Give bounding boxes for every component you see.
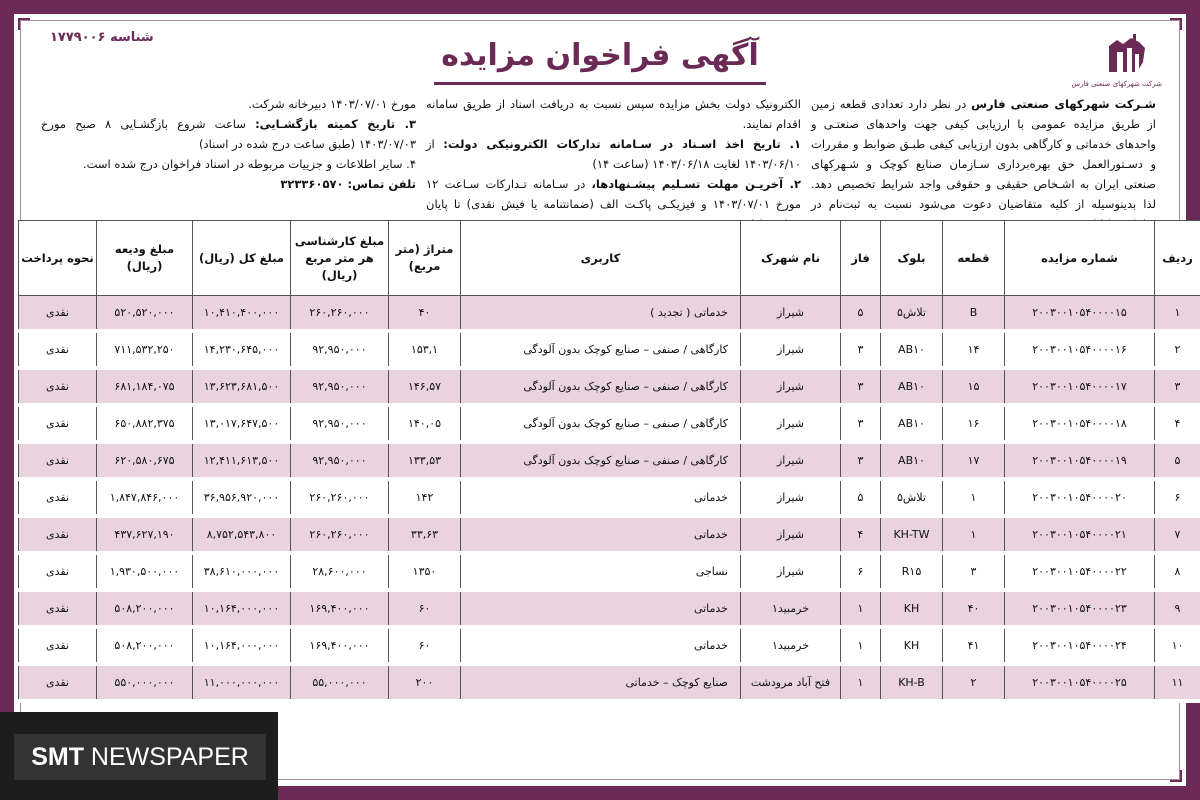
watermark-brand-bold: SMT bbox=[31, 743, 84, 771]
item-4-text: ۴. سایر اطلاعات و جزییات مربوطه در اسناد فراخوان درج شده است. bbox=[82, 157, 416, 171]
cell-deposit: ۶۸۱,۱۸۴,۰۷۵ bbox=[97, 368, 193, 405]
cell-unit-price: ۲۶۰,۲۶۰,۰۰۰ bbox=[291, 296, 389, 332]
cell-auction-no: ۲۰۰۳۰۰۱۰۵۴۰۰۰۰۲۰ bbox=[1005, 479, 1155, 516]
cell-area: ۱۴۰,۰۵ bbox=[389, 405, 461, 442]
cell-unit-price: ۲۶۰,۲۶۰,۰۰۰ bbox=[291, 479, 389, 516]
cell-payment: نقدی bbox=[19, 368, 97, 405]
table-header-row bbox=[19, 221, 1200, 296]
cell-payment: نقدی bbox=[19, 405, 97, 442]
cell-total: ۱۰,۱۶۴,۰۰۰,۰۰۰ bbox=[193, 590, 291, 627]
cell-phase: ۱ bbox=[841, 627, 881, 664]
cell-deposit: ۷۱۱,۵۳۲,۲۵۰ bbox=[97, 331, 193, 368]
table-row bbox=[19, 296, 1200, 332]
cell-usage: کارگاهی / صنفی – صنایع کوچک بدون آلودگی bbox=[461, 368, 741, 405]
col-header-phase: فاز bbox=[841, 221, 881, 296]
cell-payment: نقدی bbox=[19, 516, 97, 553]
cell-row-no: ۸ bbox=[1155, 553, 1200, 590]
page-title: آگهی فراخوان مزایده bbox=[441, 38, 759, 73]
cell-plot: ۱ bbox=[943, 479, 1005, 516]
cell-auction-no: ۲۰۰۳۰۰۱۰۵۴۰۰۰۰۲۵ bbox=[1005, 664, 1155, 701]
cell-block: AB۱۰ bbox=[881, 331, 943, 368]
cell-block: AB۱۰ bbox=[881, 368, 943, 405]
cell-deposit: ۵۰۸,۲۰۰,۰۰۰ bbox=[97, 627, 193, 664]
table-row bbox=[19, 516, 1200, 553]
cell-total: ۱۲,۴۱۱,۶۱۳,۵۰۰ bbox=[193, 442, 291, 479]
cell-block: KH-TW bbox=[881, 516, 943, 553]
cell-plot: ۱ bbox=[943, 516, 1005, 553]
cell-total: ۱۳,۰۱۷,۶۴۷,۵۰۰ bbox=[193, 405, 291, 442]
cell-row-no: ۱۰ bbox=[1155, 627, 1200, 664]
cell-phase: ۵ bbox=[841, 296, 881, 332]
cell-usage: خدماتی ( تجدید ) bbox=[461, 296, 741, 332]
cell-plot: ۳ bbox=[943, 553, 1005, 590]
cell-unit-price: ۹۲,۹۵۰,۰۰۰ bbox=[291, 405, 389, 442]
table-row bbox=[19, 664, 1200, 701]
cell-block: تلاش۵ bbox=[881, 479, 943, 516]
cell-phase: ۱ bbox=[841, 590, 881, 627]
cell-unit-price: ۲۶۰,۲۶۰,۰۰۰ bbox=[291, 516, 389, 553]
cell-usage: خدماتی bbox=[461, 590, 741, 627]
cell-deposit: ۵۵۰,۰۰۰,۰۰۰ bbox=[97, 664, 193, 701]
cell-town: شیراز bbox=[741, 368, 841, 405]
cell-block: AB۱۰ bbox=[881, 405, 943, 442]
cell-area: ۱۳۳,۵۳ bbox=[389, 442, 461, 479]
item-1-label: ۱. تاریخ اخذ اسـناد در سـامانه تدارکات الکترونیکی دولت: bbox=[443, 137, 801, 151]
cell-usage: خدماتی bbox=[461, 627, 741, 664]
cell-usage: خدماتی bbox=[461, 516, 741, 553]
cell-town: شیراز bbox=[741, 516, 841, 553]
cell-town: شیراز bbox=[741, 553, 841, 590]
watermark-brand-rest: NEWSPAPER bbox=[83, 743, 249, 771]
cell-row-no: ۵ bbox=[1155, 442, 1200, 479]
corner-ornament bbox=[18, 18, 30, 30]
cell-auction-no: ۲۰۰۳۰۰۱۰۵۴۰۰۰۰۲۴ bbox=[1005, 627, 1155, 664]
cell-total: ۱۱,۰۰۰,۰۰۰,۰۰۰ bbox=[193, 664, 291, 701]
col-header-unit-price: مبلغ کارشناسی هر متر مربع (ریال) bbox=[291, 221, 389, 296]
cell-plot: ۱۴ bbox=[943, 331, 1005, 368]
cell-area: ۲۰۰ bbox=[389, 664, 461, 701]
cell-town: شیراز bbox=[741, 405, 841, 442]
title-underline bbox=[434, 82, 766, 85]
cell-block: AB۱۰ bbox=[881, 442, 943, 479]
cell-total: ۱۳,۶۲۳,۶۸۱,۵۰۰ bbox=[193, 368, 291, 405]
intro-lead: الکترونیک دولت بخش مزایده سپس نسبت به دریافت اسناد از طریق سامانه اقدام نمایند. bbox=[426, 97, 801, 131]
watermark-label bbox=[14, 734, 266, 780]
cell-phase: ۳ bbox=[841, 368, 881, 405]
col-header-deposit: مبلغ ودیعه (ریال) bbox=[97, 221, 193, 296]
company-name: شـرکت شهرکهای صنعتی فارس bbox=[971, 97, 1156, 111]
newspaper-watermark bbox=[0, 712, 278, 800]
cell-area: ۳۳,۶۳ bbox=[389, 516, 461, 553]
cell-unit-price: ۱۶۹,۴۰۰,۰۰۰ bbox=[291, 627, 389, 664]
table-row bbox=[19, 405, 1200, 442]
col-header-block: بلوک bbox=[881, 221, 943, 296]
cell-town: شیراز bbox=[741, 479, 841, 516]
intro-text: در نظر دارد تعدادی قطعه زمین از طریق مزایده عمومی با ارزیابی کیفی جهت واحدهای صنعتـی و واحدهای خدماتی و کارگاهی بدون ارزیابی کیفی طبـق ضوابط و مقررات و دسـتورالعمل حق بهره‌برداری سـازمان صنایع کوچک و شـهرکهای صنعتی ایران به اشـخاص حقیقی و حقوقی واجد شرایط تخصیص دهد. لذا بدینوسیله از کلیه متقاضیان دعوت می‌شود نسبت به ثبت‌نام در bbox=[811, 97, 1156, 211]
cell-payment: نقدی bbox=[19, 627, 97, 664]
cell-area: ۱۵۳,۱ bbox=[389, 331, 461, 368]
cell-plot: ۱۶ bbox=[943, 405, 1005, 442]
corner-ornament bbox=[1170, 18, 1182, 30]
auction-table bbox=[18, 220, 1200, 703]
cell-usage: کارگاهی / صنفی – صنایع کوچک بدون آلودگی bbox=[461, 442, 741, 479]
cell-row-no: ۹ bbox=[1155, 590, 1200, 627]
cell-area: ۱۴۲ bbox=[389, 479, 461, 516]
table-row bbox=[19, 442, 1200, 479]
cell-phase: ۳ bbox=[841, 442, 881, 479]
cell-plot: ۴۰ bbox=[943, 590, 1005, 627]
cell-usage: خدماتی bbox=[461, 479, 741, 516]
cell-block: R۱۵ bbox=[881, 553, 943, 590]
cell-town: فتح آباد مرودشت bbox=[741, 664, 841, 701]
cell-unit-price: ۱۶۹,۴۰۰,۰۰۰ bbox=[291, 590, 389, 627]
cell-deposit: ۱,۹۳۰,۵۰۰,۰۰۰ bbox=[97, 553, 193, 590]
cell-row-no: ۱ bbox=[1155, 296, 1200, 332]
cell-total: ۱۰,۱۶۴,۰۰۰,۰۰۰ bbox=[193, 627, 291, 664]
item-1-text: از ۱۴۰۳/۰۶/۱۰ لغایت ۱۴۰۳/۰۶/۱۸ (ساعت ۱۴) bbox=[426, 137, 801, 171]
cell-deposit: ۵۰۸,۲۰۰,۰۰۰ bbox=[97, 590, 193, 627]
cell-total: ۱۴,۲۳۰,۶۴۵,۰۰۰ bbox=[193, 331, 291, 368]
cell-row-no: ۶ bbox=[1155, 479, 1200, 516]
cell-plot: ۲ bbox=[943, 664, 1005, 701]
cell-payment: نقدی bbox=[19, 590, 97, 627]
cell-block: KH-B bbox=[881, 664, 943, 701]
cell-deposit: ۱,۸۴۷,۸۴۶,۰۰۰ bbox=[97, 479, 193, 516]
cell-unit-price: ۵۵,۰۰۰,۰۰۰ bbox=[291, 664, 389, 701]
cell-town: خرمبید۱ bbox=[741, 590, 841, 627]
cell-area: ۱۴۶,۵۷ bbox=[389, 368, 461, 405]
cell-row-no: ۲ bbox=[1155, 331, 1200, 368]
cell-town: شیراز bbox=[741, 296, 841, 332]
cell-phase: ۴ bbox=[841, 516, 881, 553]
cell-deposit: ۶۲۰,۵۸۰,۶۷۵ bbox=[97, 442, 193, 479]
col-header-plot: قطعه bbox=[943, 221, 1005, 296]
item-3-label: ۳. تاریخ کمیته بازگشـایی: bbox=[255, 117, 416, 131]
cell-payment: نقدی bbox=[19, 479, 97, 516]
table-row bbox=[19, 479, 1200, 516]
cell-total: ۸,۷۵۲,۵۴۳,۸۰۰ bbox=[193, 516, 291, 553]
cell-payment: نقدی bbox=[19, 331, 97, 368]
table-row bbox=[19, 553, 1200, 590]
cell-area: ۶۰ bbox=[389, 590, 461, 627]
cell-phase: ۶ bbox=[841, 553, 881, 590]
cell-auction-no: ۲۰۰۳۰۰۱۰۵۴۰۰۰۰۱۸ bbox=[1005, 405, 1155, 442]
cell-deposit: ۶۵۰,۸۸۲,۳۷۵ bbox=[97, 405, 193, 442]
cell-row-no: ۴ bbox=[1155, 405, 1200, 442]
cell-row-no: ۳ bbox=[1155, 368, 1200, 405]
cell-phase: ۱ bbox=[841, 664, 881, 701]
cell-usage: کارگاهی / صنفی – صنایع کوچک بدون آلودگی bbox=[461, 405, 741, 442]
cell-plot: B bbox=[943, 296, 1005, 332]
col-header-town: نام شهرک bbox=[741, 221, 841, 296]
cell-area: ۶۰ bbox=[389, 627, 461, 664]
cell-area: ۱۳۵۰ bbox=[389, 553, 461, 590]
cell-auction-no: ۲۰۰۳۰۰۱۰۵۴۰۰۰۰۲۱ bbox=[1005, 516, 1155, 553]
cell-town: شیراز bbox=[741, 331, 841, 368]
col-header-row-no: ردیف bbox=[1155, 221, 1200, 296]
cell-auction-no: ۲۰۰۳۰۰۱۰۵۴۰۰۰۰۱۶ bbox=[1005, 331, 1155, 368]
cell-total: ۳۶,۹۵۶,۹۲۰,۰۰۰ bbox=[193, 479, 291, 516]
intro-column-2 bbox=[426, 94, 801, 234]
cell-block: KH bbox=[881, 590, 943, 627]
cell-payment: نقدی bbox=[19, 442, 97, 479]
cell-unit-price: ۲۸,۶۰۰,۰۰۰ bbox=[291, 553, 389, 590]
cell-auction-no: ۲۰۰۳۰۰۱۰۵۴۰۰۰۰۱۹ bbox=[1005, 442, 1155, 479]
cell-town: شیراز bbox=[741, 442, 841, 479]
cell-phase: ۳ bbox=[841, 405, 881, 442]
col-header-area: متراژ (متر مربع) bbox=[389, 221, 461, 296]
cell-block: تلاش۵ bbox=[881, 296, 943, 332]
cell-town: خرمبید۱ bbox=[741, 627, 841, 664]
cell-auction-no: ۲۰۰۳۰۰۱۰۵۴۰۰۰۰۱۵ bbox=[1005, 296, 1155, 332]
logo-caption: شرکت شهرکهای صنعتی فارس bbox=[1071, 80, 1162, 88]
cell-usage: صنایع کوچک – خدماتی bbox=[461, 664, 741, 701]
cell-unit-price: ۹۲,۹۵۰,۰۰۰ bbox=[291, 368, 389, 405]
item-3-text: ساعت شروع بازگشـایی ۸ صبح مورخ ۱۴۰۳/۰۷/۰۳ (طبق ساعت درج شده در اسناد) bbox=[41, 117, 416, 151]
cell-auction-no: ۲۰۰۳۰۰۱۰۵۴۰۰۰۰۲۳ bbox=[1005, 590, 1155, 627]
item-2-text: در سـامانه تـدارکات سـاعت ۱۲ مورخ ۱۴۰۳/۰۷/۰۱ و فیزیکـی پاکـت الف (ضمانتنامه یا فیش نقدی) تا پایان bbox=[426, 177, 801, 211]
cell-auction-no: ۲۰۰۳۰۰۱۰۵۴۰۰۰۰۱۷ bbox=[1005, 368, 1155, 405]
cell-phase: ۳ bbox=[841, 331, 881, 368]
cell-row-no: ۷ bbox=[1155, 516, 1200, 553]
intro-lead: مورخ ۱۴۰۳/۰۷/۰۱ دبیرخانه شرکت. bbox=[248, 97, 416, 111]
cell-unit-price: ۹۲,۹۵۰,۰۰۰ bbox=[291, 442, 389, 479]
cell-row-no: ۱۱ bbox=[1155, 664, 1200, 701]
cell-usage: کارگاهی / صنفی – صنایع کوچک بدون آلودگی bbox=[461, 331, 741, 368]
table-row bbox=[19, 627, 1200, 664]
cell-plot: ۴۱ bbox=[943, 627, 1005, 664]
table-row bbox=[19, 368, 1200, 405]
col-header-usage: کاربری bbox=[461, 221, 741, 296]
item-2-label: ۲. آخریـن مهلت تسـلیم پیشـنهادها، bbox=[591, 177, 801, 191]
cell-auction-no: ۲۰۰۳۰۰۱۰۵۴۰۰۰۰۲۲ bbox=[1005, 553, 1155, 590]
cell-payment: نقدی bbox=[19, 553, 97, 590]
table-row bbox=[19, 590, 1200, 627]
ad-serial-number: شناسه ۱۷۷۹۰۰۶ bbox=[50, 30, 154, 45]
cell-deposit: ۵۲۰,۵۲۰,۰۰۰ bbox=[97, 296, 193, 332]
cell-plot: ۱۵ bbox=[943, 368, 1005, 405]
cell-payment: نقدی bbox=[19, 296, 97, 332]
intro-column-1 bbox=[811, 94, 1156, 234]
contact-phone: تلفن تماس: ۳۲۳۳۶۰۵۷۰ bbox=[280, 177, 416, 191]
col-header-payment: نحوه پرداخت bbox=[19, 221, 97, 296]
cell-plot: ۱۷ bbox=[943, 442, 1005, 479]
cell-phase: ۵ bbox=[841, 479, 881, 516]
col-header-auction-no: شماره مزایده bbox=[1005, 221, 1155, 296]
cell-total: ۱۰,۴۱۰,۴۰۰,۰۰۰ bbox=[193, 296, 291, 332]
cell-deposit: ۴۳۷,۶۲۷,۱۹۰ bbox=[97, 516, 193, 553]
cell-payment: نقدی bbox=[19, 664, 97, 701]
cell-unit-price: ۹۲,۹۵۰,۰۰۰ bbox=[291, 331, 389, 368]
intro-column-3 bbox=[41, 94, 416, 234]
corner-ornament bbox=[1170, 770, 1182, 782]
table-row bbox=[19, 331, 1200, 368]
cell-usage: نساجی bbox=[461, 553, 741, 590]
col-header-total: مبلغ کل (ریال) bbox=[193, 221, 291, 296]
cell-block: KH bbox=[881, 627, 943, 664]
cell-total: ۳۸,۶۱۰,۰۰۰,۰۰۰ bbox=[193, 553, 291, 590]
cell-area: ۴۰ bbox=[389, 296, 461, 332]
